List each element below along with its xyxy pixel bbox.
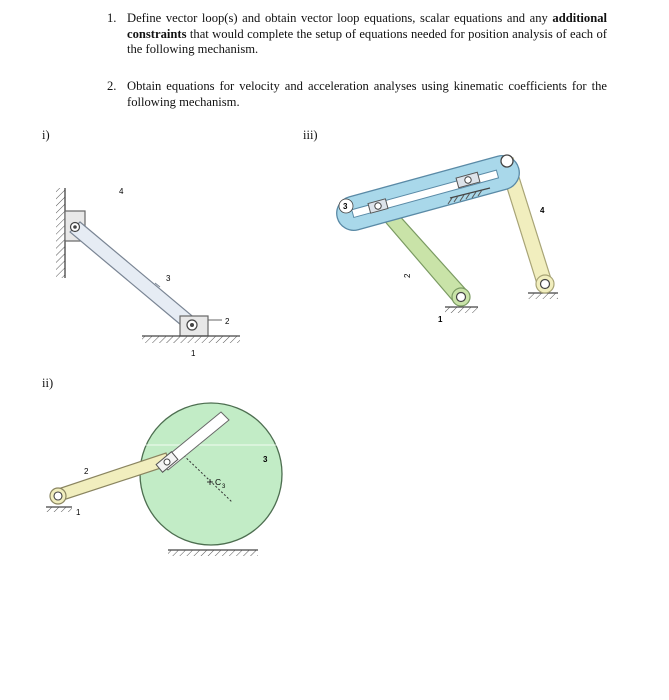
pin-joint xyxy=(54,492,62,500)
link-3-coupler xyxy=(333,152,523,234)
figure-iii-label: iii) xyxy=(303,128,318,142)
pin-joint xyxy=(501,155,513,167)
ground xyxy=(46,507,72,512)
link-label: 1 xyxy=(191,349,196,358)
question-number: 2. xyxy=(107,79,117,93)
link-label: 3 xyxy=(263,455,268,464)
question-number: 1. xyxy=(107,11,117,25)
center-subscript: 3 xyxy=(222,484,226,490)
link-2 xyxy=(382,212,468,302)
link-label: 3 xyxy=(343,202,348,211)
link-3 xyxy=(70,222,197,330)
link-label: 2 xyxy=(225,317,230,326)
link-label: 2 xyxy=(403,273,412,278)
emphasis-text: additional constraints xyxy=(127,11,607,41)
pin-joint xyxy=(541,280,550,289)
question-text: Obtain equations for velocity and acceleration analyses using kinematic coefficients for the following mechanism. xyxy=(127,79,607,109)
question-text: Define vector loop(s) and obtain vector loop equations, scalar equations and any additional constraints that would complete the setup of equations needed for position analysis of each of the following mechanism. xyxy=(127,11,607,56)
link-label: 1 xyxy=(76,508,81,517)
link-label: 3 xyxy=(166,274,171,283)
figure-ii-label: ii) xyxy=(42,376,54,390)
ground xyxy=(445,307,478,313)
link-label: 4 xyxy=(119,187,124,196)
link-label: 1 xyxy=(438,315,443,324)
center-label: C xyxy=(215,477,222,487)
figure-iii-drawing xyxy=(333,152,558,324)
link-label: 4 xyxy=(540,206,545,215)
figure-ii-drawing xyxy=(46,403,282,556)
ground-wall xyxy=(56,188,65,278)
figure-i-label: i) xyxy=(42,128,50,142)
ground xyxy=(528,293,558,299)
figure-i-drawing xyxy=(56,187,240,358)
link-label: 2 xyxy=(84,467,89,476)
pin-joint xyxy=(457,293,466,302)
